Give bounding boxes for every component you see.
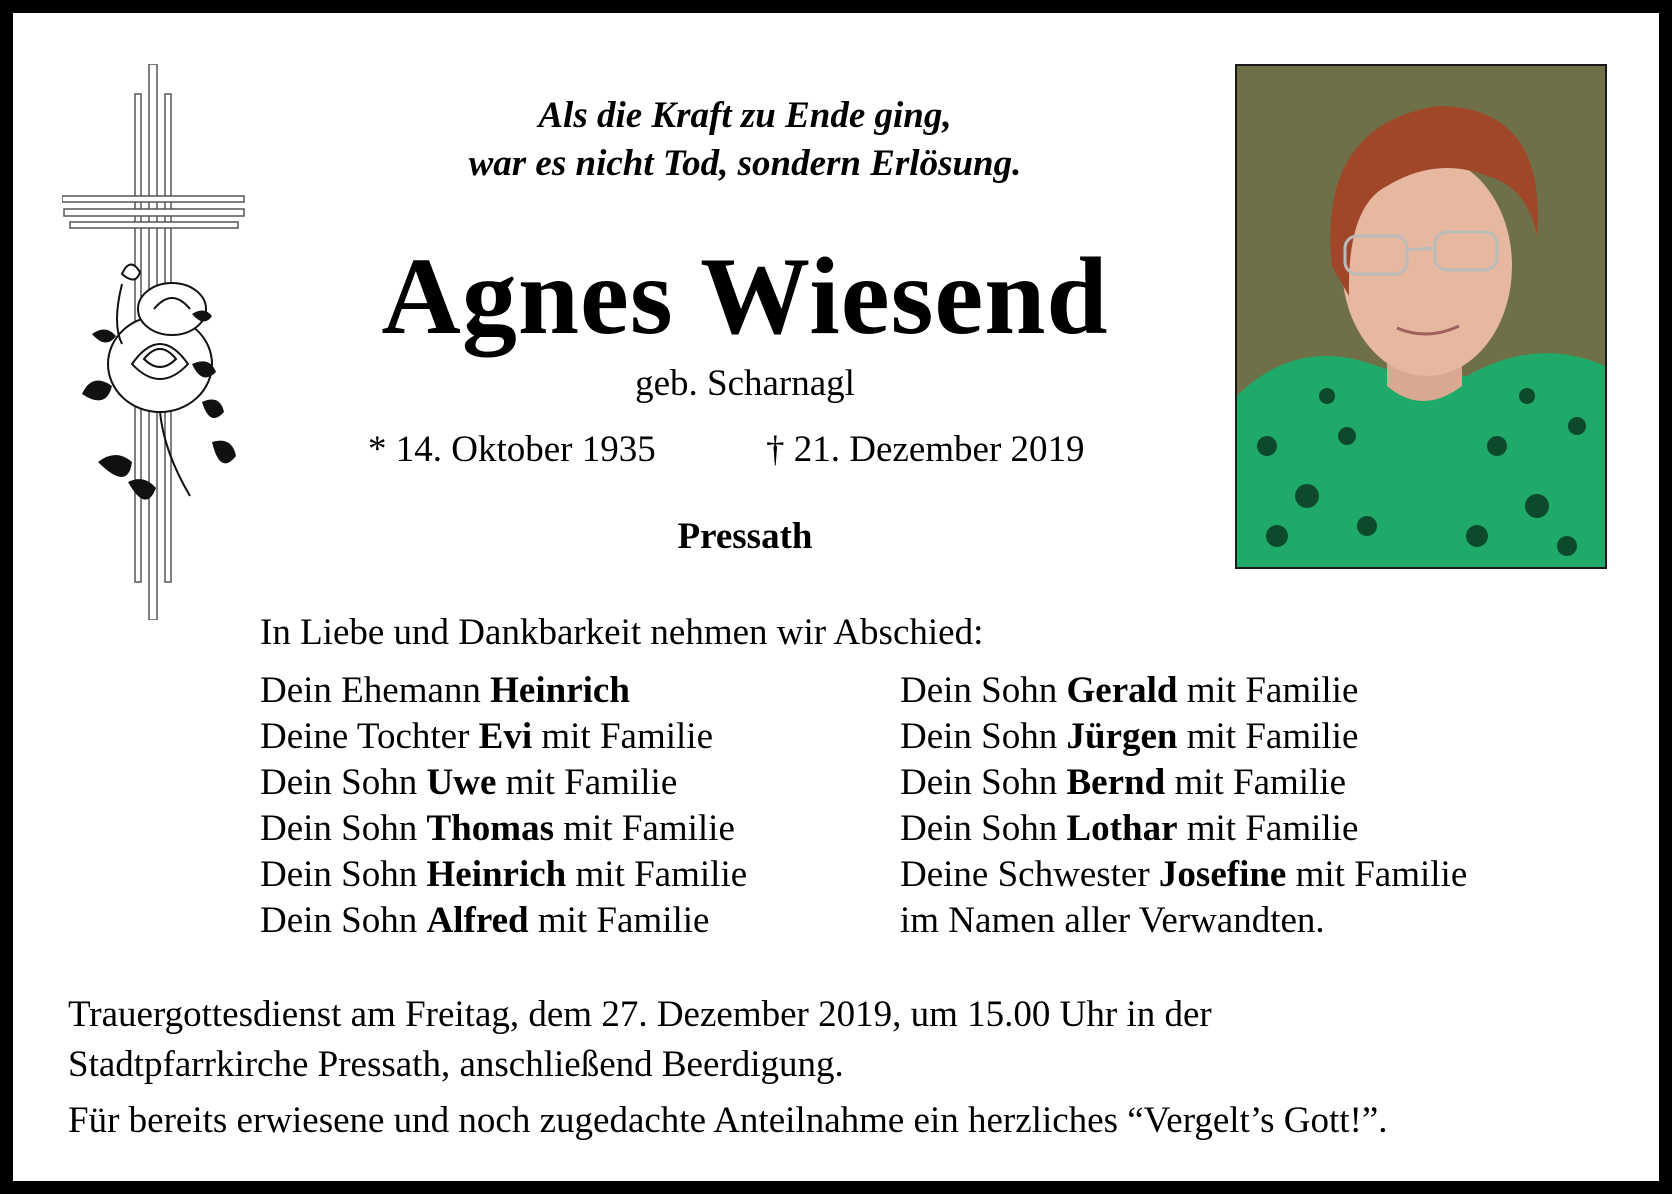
mourner-name: Gerald xyxy=(1066,670,1178,711)
mourner-line xyxy=(260,714,747,760)
maiden-name: geb. Scharnagl xyxy=(635,363,855,404)
mourners-right xyxy=(900,668,1467,944)
mourner-relation: Dein Sohn xyxy=(260,762,427,803)
mourner-relation: Dein Sohn xyxy=(900,762,1067,803)
mourner-name: Josefine xyxy=(1158,854,1287,895)
quote-line: Als die Kraft zu Ende ging, xyxy=(538,95,952,136)
cross-with-rose-icon xyxy=(62,64,262,620)
mourner-suffix: mit Familie xyxy=(1286,854,1468,895)
mourner-suffix: mit Familie xyxy=(528,900,710,941)
mourner-line xyxy=(260,806,747,852)
mourner-name: Bernd xyxy=(1066,762,1166,803)
mourner-line xyxy=(260,898,747,944)
portrait-photo xyxy=(1235,64,1607,569)
mourner-relation: Deine Tochter xyxy=(260,716,479,757)
place: Pressath xyxy=(677,516,813,557)
mourner-name: Jürgen xyxy=(1066,716,1178,757)
mourner-relation: Dein Sohn xyxy=(900,670,1067,711)
mourner-line xyxy=(900,898,1467,944)
mourner-line xyxy=(900,668,1467,714)
mourner-relation: Dein Sohn xyxy=(260,854,427,895)
mourner-suffix: mit Familie xyxy=(1177,670,1359,711)
mourner-line xyxy=(900,852,1467,898)
thanks-text: Für bereits erwiesene und noch zugedachte Anteilnahme ein herzliches “Vergelt’s Gott!”. xyxy=(68,1100,1388,1141)
birth-date: * 14. Oktober 1935 xyxy=(368,429,656,470)
mourner-line xyxy=(260,668,747,714)
death-date: † 21. Dezember 2019 xyxy=(766,429,1085,470)
service-line: Stadtpfarrkirche Pressath, anschließend Beerdigung. xyxy=(68,1044,844,1085)
mourner-name: Lothar xyxy=(1066,808,1178,849)
mourner-line xyxy=(260,852,747,898)
mourner-suffix: mit Familie xyxy=(1177,716,1359,757)
mourner-name: Heinrich xyxy=(426,854,567,895)
mourner-suffix: mit Familie xyxy=(496,762,678,803)
mourners-left xyxy=(260,668,747,944)
mourner-relation: Deine Schwester xyxy=(900,854,1159,895)
mourner-line xyxy=(900,806,1467,852)
mourner-name: Heinrich xyxy=(490,670,630,711)
mourner-relation: Dein Sohn xyxy=(260,808,427,849)
farewell-text: In Liebe und Dankbarkeit nehmen wir Abschied: xyxy=(260,612,984,653)
service-line: Trauergottesdienst am Freitag, dem 27. Dezember 2019, um 15.00 Uhr in der xyxy=(68,994,1212,1035)
mourner-line xyxy=(900,714,1467,760)
mourner-line xyxy=(260,760,747,806)
mourner-line xyxy=(900,760,1467,806)
mourner-name: Evi xyxy=(478,716,533,757)
mourner-name: Alfred xyxy=(426,900,529,941)
mourner-suffix: mit Familie xyxy=(566,854,748,895)
mourner-relation: Dein Sohn xyxy=(900,716,1067,757)
quote xyxy=(360,92,1130,188)
mourner-relation: im Namen aller Verwandten. xyxy=(900,900,1325,941)
mourner-name: Thomas xyxy=(426,808,554,849)
mourner-relation: Dein Sohn xyxy=(900,808,1067,849)
mourner-name: Uwe xyxy=(426,762,497,803)
mourner-suffix: mit Familie xyxy=(1177,808,1359,849)
deceased-name: Agnes Wiesend xyxy=(381,235,1109,357)
mourner-relation: Dein Sohn xyxy=(260,900,427,941)
mourner-relation: Dein Ehemann xyxy=(260,670,491,711)
mourner-suffix: mit Familie xyxy=(553,808,735,849)
service-info xyxy=(68,990,1608,1090)
quote-line: war es nicht Tod, sondern Erlösung. xyxy=(468,143,1022,184)
mourner-suffix: mit Familie xyxy=(1165,762,1347,803)
mourner-suffix: mit Familie xyxy=(532,716,713,757)
